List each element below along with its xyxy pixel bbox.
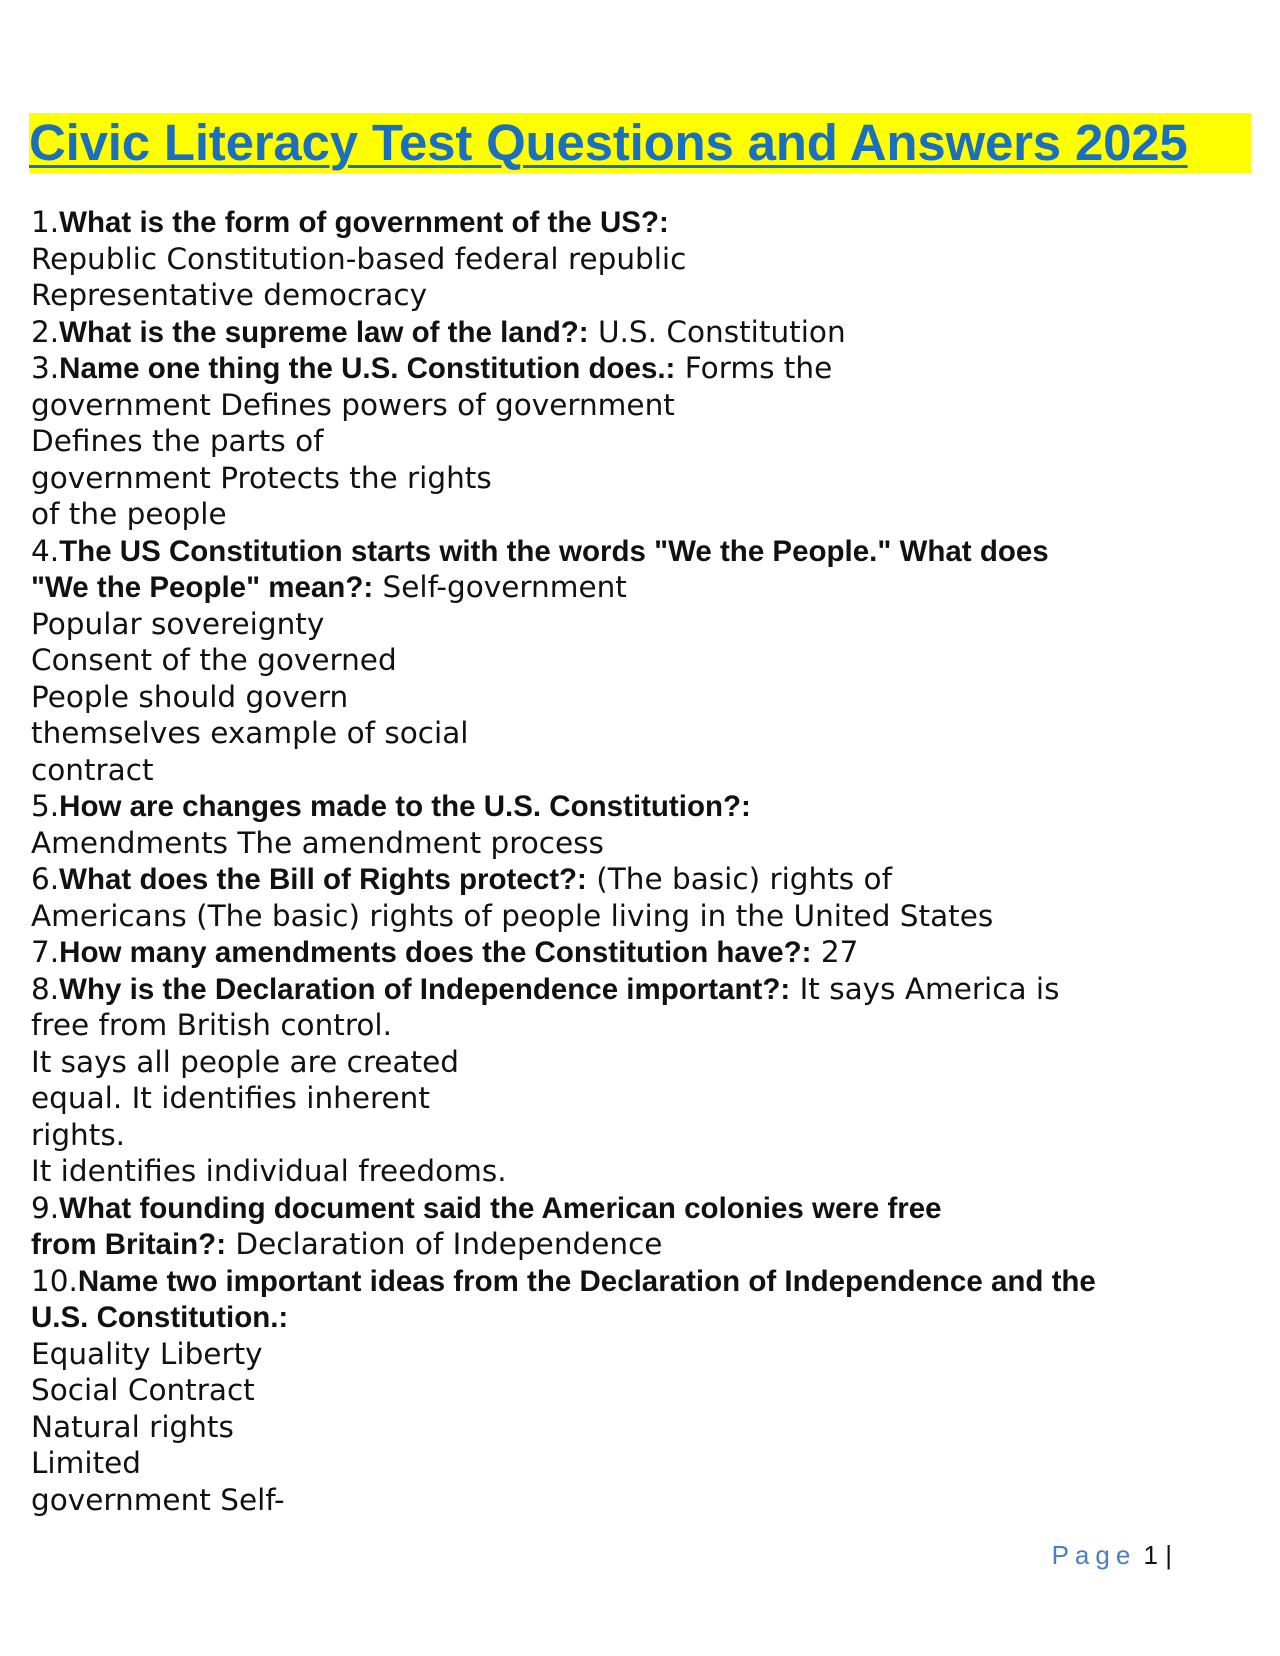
- question-text: U.S. Constitution.:: [31, 1301, 289, 1334]
- question-text: What is the supreme law of the land?:: [59, 315, 589, 349]
- answer-line: themselves example of social: [31, 716, 469, 750]
- question-number: 2.: [31, 314, 60, 349]
- answer-line: free from British control.: [31, 1008, 392, 1042]
- question-line: [31, 971, 1256, 1008]
- page-separator: |: [1165, 1540, 1172, 1570]
- answer-inline: It says America is: [790, 971, 1060, 1006]
- answer-inline: U.S. Constitution: [588, 314, 846, 349]
- answer-line: People should govern: [31, 679, 349, 714]
- question-text: The US Constitution starts with the words "We the People." What does: [59, 534, 1049, 568]
- question-number: 1.: [31, 205, 60, 239]
- question-text: How are changes made to the U.S. Constitution?:: [59, 790, 751, 823]
- qa-list: [31, 204, 1256, 1518]
- page-label: Page: [1051, 1540, 1137, 1570]
- question-number: 10.: [31, 1263, 78, 1298]
- question-line: [31, 1226, 1256, 1263]
- document-title: Civic Literacy Test Questions and Answers 2025: [29, 113, 1251, 173]
- answer-line: Natural rights: [31, 1409, 234, 1444]
- answer-line: of the people: [31, 497, 227, 531]
- question-text: What does the Bill of Rights protect?:: [59, 863, 587, 896]
- page-number: 1: [1143, 1540, 1158, 1570]
- question-number: 3.: [31, 351, 60, 385]
- question-text: What is the form of government of the US?:: [59, 206, 669, 239]
- question-text: "We the People" mean?:: [31, 571, 374, 604]
- answer-line: Equality Liberty: [31, 1336, 263, 1371]
- question-line: [31, 1263, 1256, 1300]
- question-line: [31, 533, 1256, 570]
- question-line: [31, 314, 1256, 351]
- answer-inline: Declaration of Independence: [226, 1227, 663, 1261]
- answer-line: rights.: [31, 1117, 126, 1152]
- answer-line: Amendments The amendment process: [31, 825, 604, 860]
- question-text: Why is the Declaration of Independence important?:: [59, 972, 791, 1006]
- question-text: What founding document said the American colonies were free: [59, 1191, 942, 1225]
- question-line: [31, 934, 1256, 971]
- answer-line: Representative democracy: [31, 278, 428, 312]
- question-text: Name two important ideas from the Declaration of Independence and the: [77, 1264, 1096, 1298]
- question-number: 8.: [31, 971, 60, 1006]
- answer-inline: Self-government: [373, 570, 627, 604]
- answer-line: contract: [31, 752, 154, 787]
- answer-line: It identifies individual freedoms.: [31, 1154, 507, 1188]
- answer-line: government Self-: [31, 1482, 285, 1517]
- answer-inline: (The basic) rights of: [586, 862, 892, 896]
- question-line: [31, 1299, 1256, 1336]
- answer-inline: Forms the: [675, 351, 833, 385]
- question-line: [31, 1190, 1256, 1227]
- answer-line: Social Contract: [31, 1373, 255, 1407]
- question-line: [31, 788, 1256, 825]
- answer-line: Popular sovereignty: [31, 606, 325, 641]
- answer-line: Republic Constitution-based federal republic: [31, 241, 687, 276]
- answer-line: government Defines powers of government: [31, 387, 675, 422]
- answer-line: Limited: [31, 1446, 142, 1480]
- question-text: from Britain?:: [31, 1228, 227, 1261]
- question-line: [31, 861, 1256, 898]
- answer-line: Consent of the governed: [31, 643, 397, 677]
- answer-line: Americans (The basic) rights of people living in the United States: [31, 898, 994, 933]
- answer-line: government Protects the rights: [31, 460, 492, 495]
- answer-line: It says all people are created: [31, 1044, 459, 1079]
- question-line: [31, 569, 1256, 606]
- question-text: How many amendments does the Constitution have?:: [59, 936, 812, 969]
- answer-inline: 27: [811, 935, 859, 969]
- question-number: 9.: [31, 1190, 60, 1225]
- question-text: Name one thing the U.S. Constitution does.:: [59, 352, 676, 385]
- question-number: 7.: [31, 935, 60, 969]
- question-line: [31, 350, 1256, 387]
- page-footer: [1052, 1540, 1172, 1571]
- question-number: 5.: [31, 789, 60, 823]
- answer-line: Defines the parts of: [31, 424, 324, 458]
- question-number: 6.: [31, 862, 60, 896]
- question-number: 4.: [31, 533, 60, 568]
- answer-line: equal. It identifies inherent: [31, 1081, 430, 1115]
- question-line: [31, 204, 1256, 241]
